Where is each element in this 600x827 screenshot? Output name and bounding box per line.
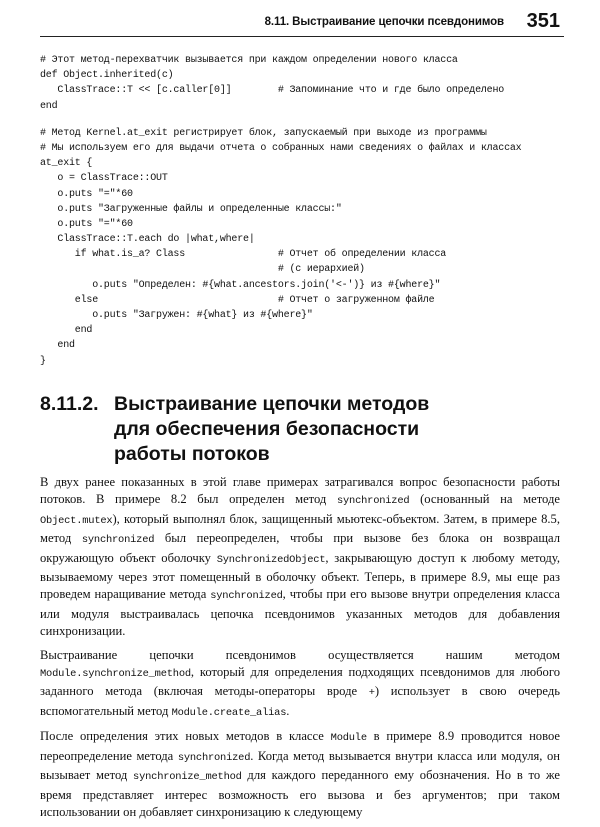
text-run: (основанный на методе	[409, 492, 560, 507]
text-run: .	[286, 703, 290, 718]
inline-code: Module	[330, 732, 367, 745]
text-run: В двух ранее показанных в этой главе примерах затрагивался вопрос безопасности работы потоков. В примере 8.2 был определен метод	[40, 475, 560, 507]
text-run: в примере 8.9 проводится новое переопределение метода	[40, 729, 561, 763]
inline-code: synchronized	[81, 534, 155, 547]
code-line: def Object.inherited(c)	[40, 70, 174, 82]
code-line: # Метод Kernel.at_exit регистрирует блок, запускаемый при выходе из программы	[40, 127, 487, 139]
text-run: ) использует в свою очередь вспомогательный метод	[40, 684, 560, 718]
code-line: end	[40, 100, 58, 112]
code-line: o = ClassTrace::OUT	[40, 173, 168, 185]
inline-code: Module.synchronize_method	[40, 668, 191, 681]
inline-code: +	[368, 687, 375, 700]
code-line: else # Отчет о загруженном файле	[40, 294, 435, 306]
text-run: После определения этих новых методов в классе	[40, 729, 331, 744]
code-line: if what.is_a? Class # Отчет об определении класса	[40, 249, 447, 261]
paragraph	[40, 728, 560, 821]
code-line: # Этот метод-перехватчик вызывается при каждом определении нового класса	[40, 55, 458, 66]
running-header	[40, 10, 564, 37]
section-title-line: работы потоков	[114, 443, 270, 465]
code-line: # Мы используем его для выдачи отчета о собранных нами сведениях о файлах и классах	[40, 142, 522, 154]
code-line: # (с иерархией)	[40, 264, 365, 276]
code-listing	[40, 53, 570, 369]
code-line: o.puts "Загруженные файлы и определенные классы:"	[40, 203, 342, 215]
text-run: , закрывающую доступ к любому методу, вызываемому через этот помещенный в оболочку объект. Теперь, в примере 8.9, мы еще раз проведем наращивание метода	[40, 550, 560, 602]
header-title: 8.11. Выстраивание цепочки псевдонимов	[264, 16, 504, 28]
code-line: o.puts "Загружен: #{what} из #{where}"	[40, 310, 313, 321]
code-line: }	[40, 355, 46, 367]
paragraph	[40, 474, 560, 641]
paragraph	[40, 647, 560, 723]
text-run: Выстраивание цепочки псевдонимов осуществляется нашим методом	[40, 647, 560, 662]
code-line: o.puts "="*60	[40, 188, 133, 200]
text-run: , чтобы при его вызове внутри определения класса или модуля выстраивалась цепочка псевдонимов указанных методов для добавления синхронизации.	[40, 587, 560, 639]
text-run: для каждого переданного ему обозначения. Но в то же время представляет интерес возможность его вызова и без аргументов; при таком использовании он добавляет синхронизацию к следующему	[40, 768, 561, 819]
code-line: o.puts "="*60	[40, 218, 133, 230]
text-run: , который для определения подходящих псевдонимов для любого заданного метода (включая методы-операторы вроде	[40, 665, 560, 699]
section-title	[114, 392, 534, 467]
section-title-line: Выстраивание цепочки методов	[114, 393, 430, 415]
page-number: 351	[526, 10, 560, 32]
inline-code: Object.mutex	[40, 514, 113, 527]
code-line: at_exit {	[40, 158, 93, 170]
code-line: end	[40, 340, 75, 352]
code-line: ClassTrace::T << [c.caller[0]] # Запоминание что и где было определено	[40, 85, 505, 97]
text-run: ), который выполнял блок, защищенный мьютекс-объектом. Затем, в примере 8.5, метод	[40, 511, 560, 546]
code-line: end	[40, 325, 93, 337]
inline-code: synchronize_method	[133, 771, 242, 784]
code-line: ClassTrace::T.each do |what,where|	[40, 234, 255, 246]
section-number: 8.11.2.	[40, 393, 99, 415]
text-run: был переопределен, чтобы при вызове без блока он возвращал окружающую объект оболочку	[40, 531, 561, 565]
body-text	[40, 474, 560, 827]
section-title-line: для обеспечения безопасности	[114, 418, 420, 440]
inline-code: synchronized	[336, 495, 410, 508]
text-run: . Когда метод вызывается внутри класса или модуля, он вызывает метод	[40, 748, 560, 783]
code-blank-line	[40, 114, 570, 126]
inline-code: SynchronizedObject	[216, 553, 326, 566]
inline-code: Module.create_alias	[171, 706, 287, 719]
inline-code: synchronized	[210, 590, 283, 603]
inline-code: synchronized	[177, 751, 251, 764]
code-line: o.puts "Определен: #{what.ancestors.join('<-')} из #{where}"	[40, 279, 441, 291]
